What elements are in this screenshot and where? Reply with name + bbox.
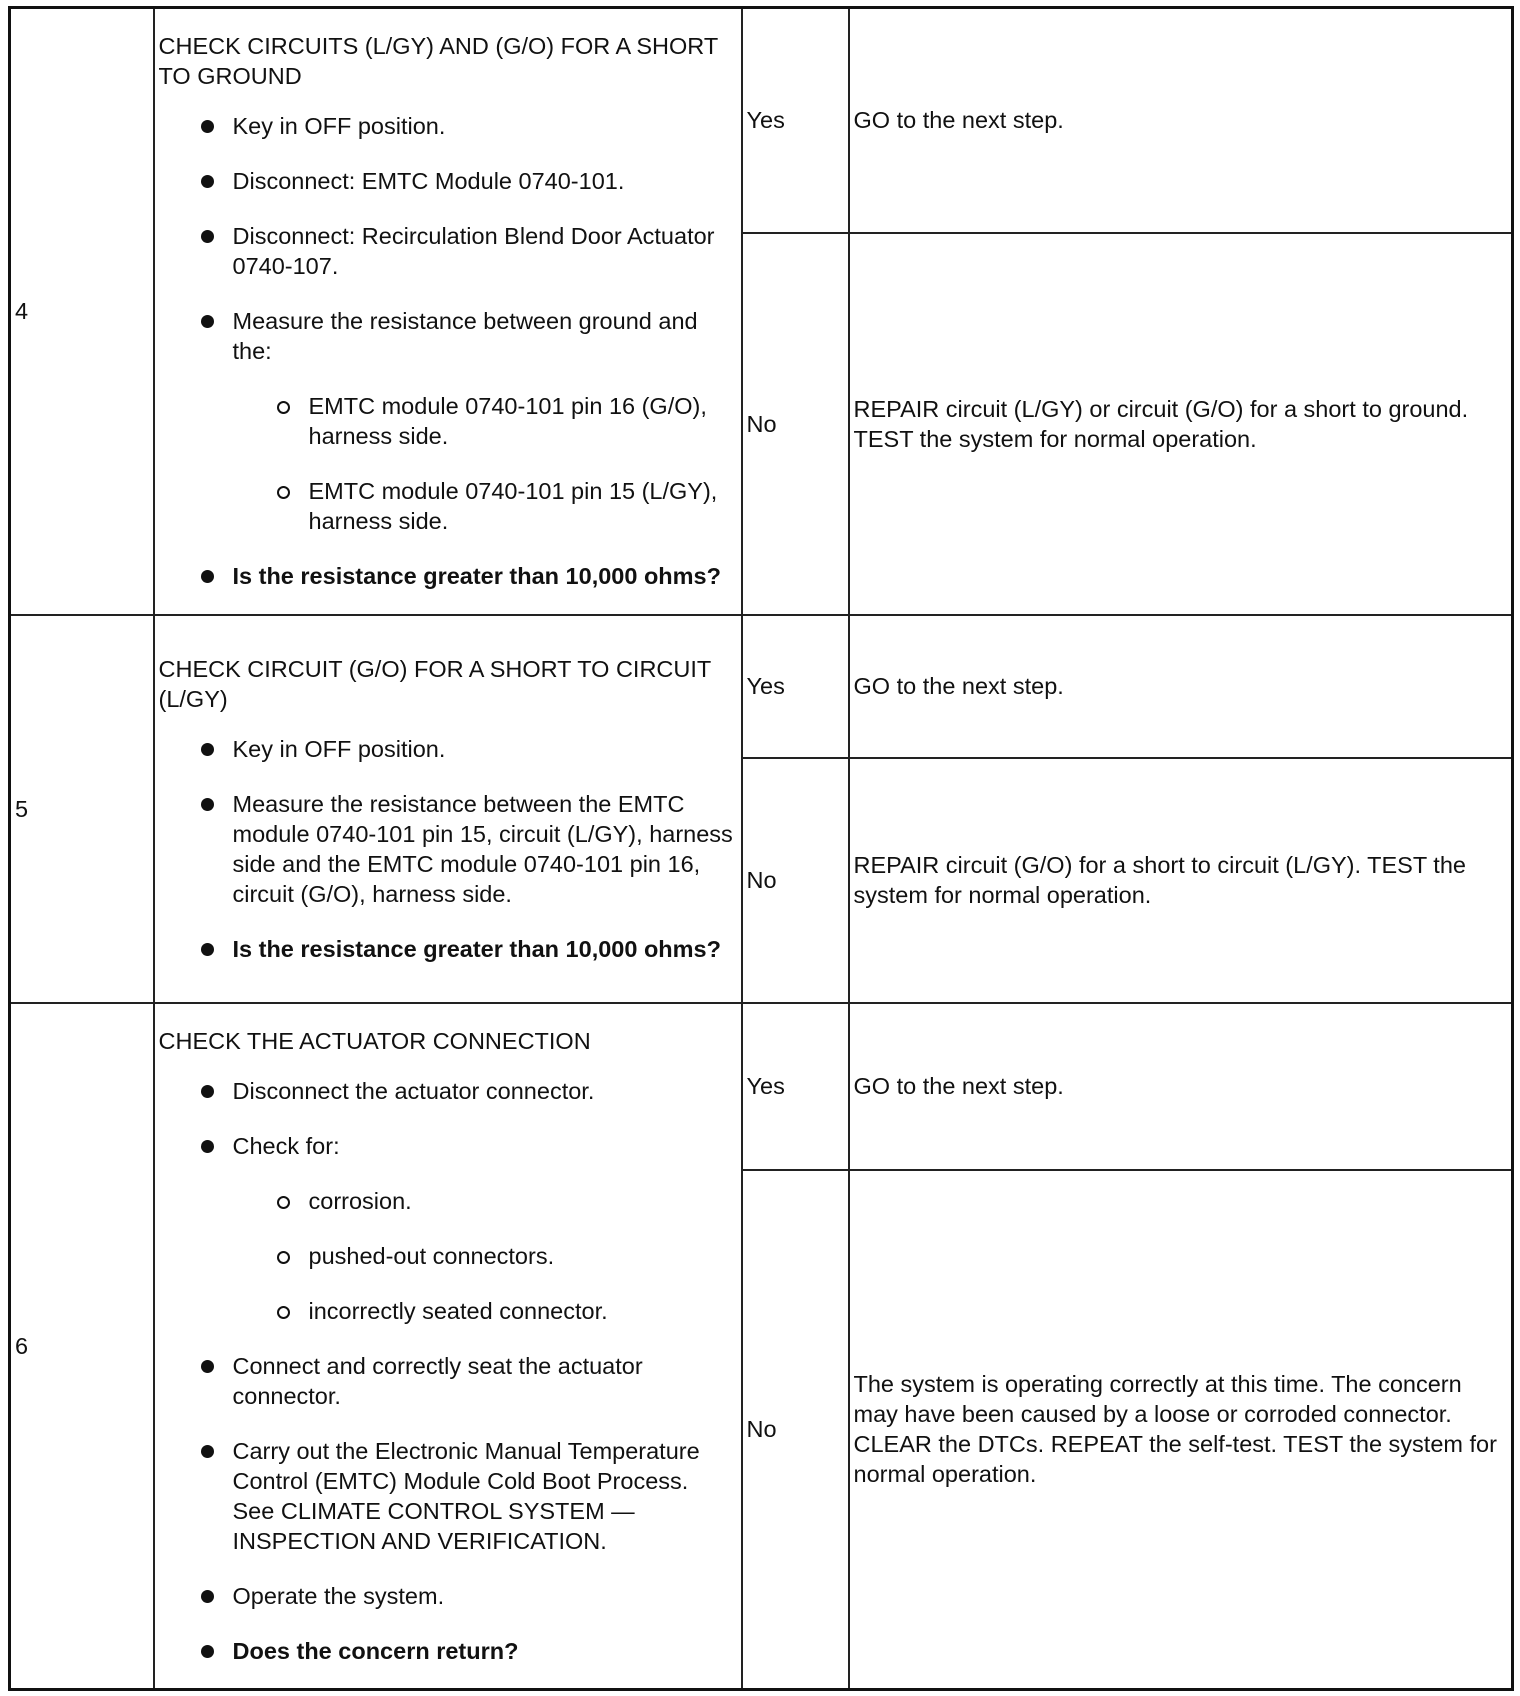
question-bullet: Is the resistance greater than 10,000 ohms?	[159, 934, 737, 964]
step-6-yes-row	[10, 1003, 1513, 1170]
question-bullet: Does the concern return?	[159, 1636, 737, 1666]
step-bullet-list	[159, 111, 737, 591]
step-title: CHECK CIRCUIT (G/O) FOR A SHORT TO CIRCUIT (L/GY)	[158, 655, 711, 712]
bullet-item: Carry out the Electronic Manual Temperature Control (EMTC) Module Cold Boot Process. See CLIMATE CONTROL SYSTEM — INSPECTION AND VERIFICATION.	[159, 1436, 737, 1556]
sub-bullet-item: incorrectly seated connector.	[233, 1296, 737, 1326]
result-no-label: No	[742, 1170, 849, 1690]
sub-bullet-item: corrosion.	[233, 1186, 737, 1216]
bullet-item: Connect and correctly seat the actuator connector.	[159, 1351, 737, 1411]
step-number: 5	[10, 615, 154, 1003]
result-yes-label: Yes	[742, 8, 849, 233]
step-number: 6	[10, 1003, 154, 1690]
step-title: CHECK CIRCUITS (L/GY) AND (G/O) FOR A SHORT TO GROUND	[158, 33, 718, 90]
action-no: REPAIR circuit (G/O) for a short to circuit (L/GY). TEST the system for normal operation.	[849, 758, 1513, 1003]
action-no: The system is operating correctly at this time. The concern may have been caused by a loose or corroded connector. CLEAR the DTCs. REPEAT the self-test. TEST the system for normal operation.	[849, 1170, 1513, 1690]
result-no-label: No	[742, 233, 849, 615]
step-test-cell	[154, 615, 742, 1003]
step-bullet-list	[159, 734, 737, 964]
sub-bullet-list	[233, 1186, 737, 1326]
question-bullet: Is the resistance greater than 10,000 ohms?	[159, 561, 737, 591]
sub-bullet-list	[233, 391, 737, 536]
step-bullet-list	[159, 1076, 737, 1666]
bullet-item: Disconnect: Recirculation Blend Door Actuator 0740-107.	[159, 221, 737, 281]
step-number: 4	[10, 8, 154, 615]
step-test-cell	[154, 1003, 742, 1690]
bullet-text: Measure the resistance between ground and the:	[232, 308, 698, 365]
result-no-label: No	[742, 758, 849, 1003]
bullet-item: Measure the resistance between the EMTC module 0740-101 pin 15, circuit (L/GY), harness side and the EMTC module 0740-101 pin 16, circuit (G/O), harness side.	[159, 789, 737, 909]
bullet-item	[159, 306, 737, 536]
bullet-item: Disconnect: EMTC Module 0740-101.	[159, 166, 737, 196]
diagnostic-table	[8, 6, 1514, 1691]
result-yes-label: Yes	[742, 1003, 849, 1170]
bullet-item: Operate the system.	[159, 1581, 737, 1611]
sub-bullet-item: EMTC module 0740-101 pin 16 (G/O), harness side.	[233, 391, 737, 451]
action-no: REPAIR circuit (L/GY) or circuit (G/O) for a short to ground. TEST the system for normal operation.	[849, 233, 1513, 615]
bullet-item: Key in OFF position.	[159, 734, 737, 764]
bullet-item: Key in OFF position.	[159, 111, 737, 141]
step-4-yes-row	[10, 8, 1513, 233]
action-yes: GO to the next step.	[849, 615, 1513, 758]
sub-bullet-item: EMTC module 0740-101 pin 15 (L/GY), harness side.	[233, 476, 737, 536]
bullet-item: Disconnect the actuator connector.	[159, 1076, 737, 1106]
bullet-text: Check for:	[232, 1132, 340, 1159]
result-yes-label: Yes	[742, 615, 849, 758]
step-test-cell	[154, 8, 742, 615]
sub-bullet-item: pushed-out connectors.	[233, 1241, 737, 1271]
bullet-item	[159, 1131, 737, 1326]
action-yes: GO to the next step.	[849, 8, 1513, 233]
step-title: CHECK THE ACTUATOR CONNECTION	[158, 1027, 591, 1054]
step-5-yes-row	[10, 615, 1513, 758]
action-yes: GO to the next step.	[849, 1003, 1513, 1170]
